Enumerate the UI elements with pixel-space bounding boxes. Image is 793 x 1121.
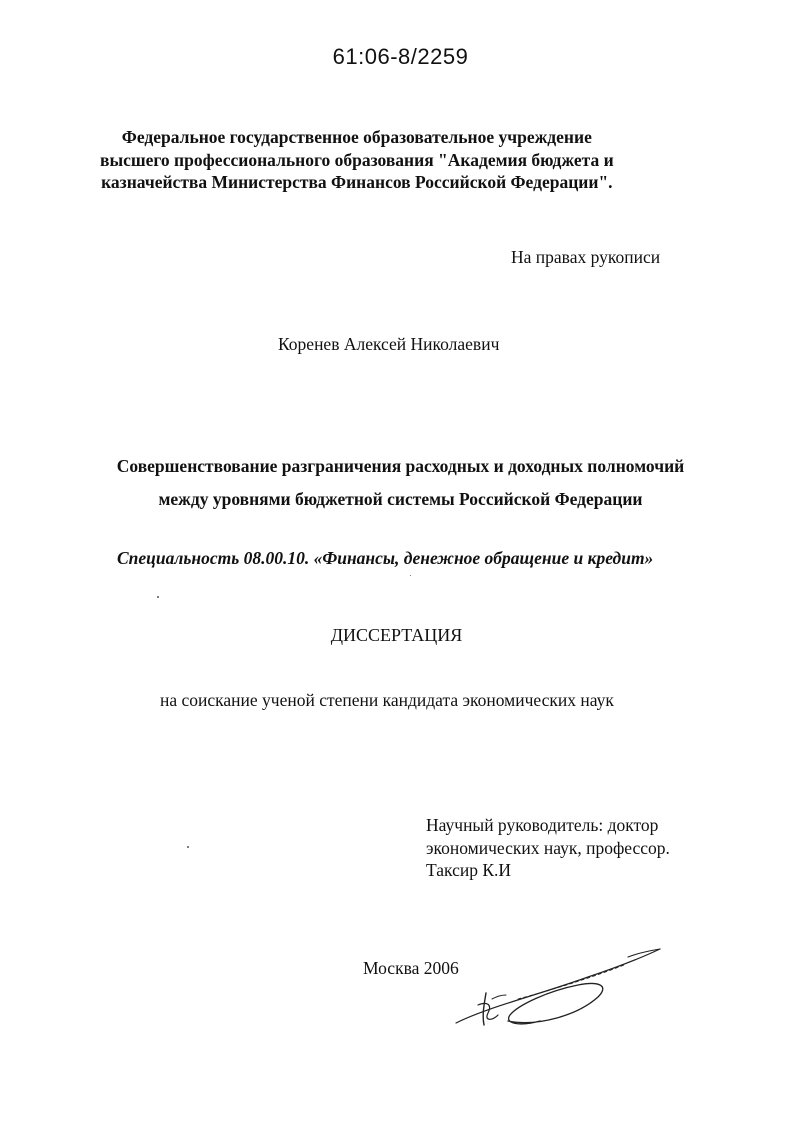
author-name: Коренев Алексей Николаевич (278, 334, 500, 354)
catalog-code: 61:06-8/2259 (332, 44, 469, 69)
thesis-title-line: между уровнями бюджетной системы Российской Федерации (158, 489, 643, 509)
thesis-title (0, 450, 793, 516)
supervisor-line: Таксир К.И (426, 860, 512, 880)
document-type: ДИССЕРТАЦИЯ (330, 625, 463, 645)
institution-name (100, 126, 614, 194)
supervisor-line: Научный руководитель: доктор (426, 815, 659, 835)
thesis-title-line: Совершенствование разграничения расходных и доходных полномочий (116, 456, 685, 476)
specialty: Специальность 08.00.10. «Финансы, денежное обращение и кредит» (117, 548, 654, 568)
institution-line: высшего профессионального образования "Академия бюджета и (100, 149, 614, 170)
supervisor-block (426, 814, 670, 882)
scan-speck (187, 846, 189, 848)
degree-statement: на соискание ученой степени кандидата экономических наук (160, 690, 614, 710)
rights-note: На правах рукописи (511, 247, 661, 267)
institution-line: Федеральное государственное образовательное учреждение (121, 127, 592, 147)
supervisor-line: экономических наук, профессор. (426, 837, 670, 858)
scan-speck (157, 596, 159, 598)
institution-line: казначейства Министерства Финансов Российской Федерации". (101, 172, 613, 192)
scan-speck (410, 575, 411, 576)
signature-icon (448, 935, 668, 1035)
city-year: Москва 2006 (363, 958, 459, 978)
